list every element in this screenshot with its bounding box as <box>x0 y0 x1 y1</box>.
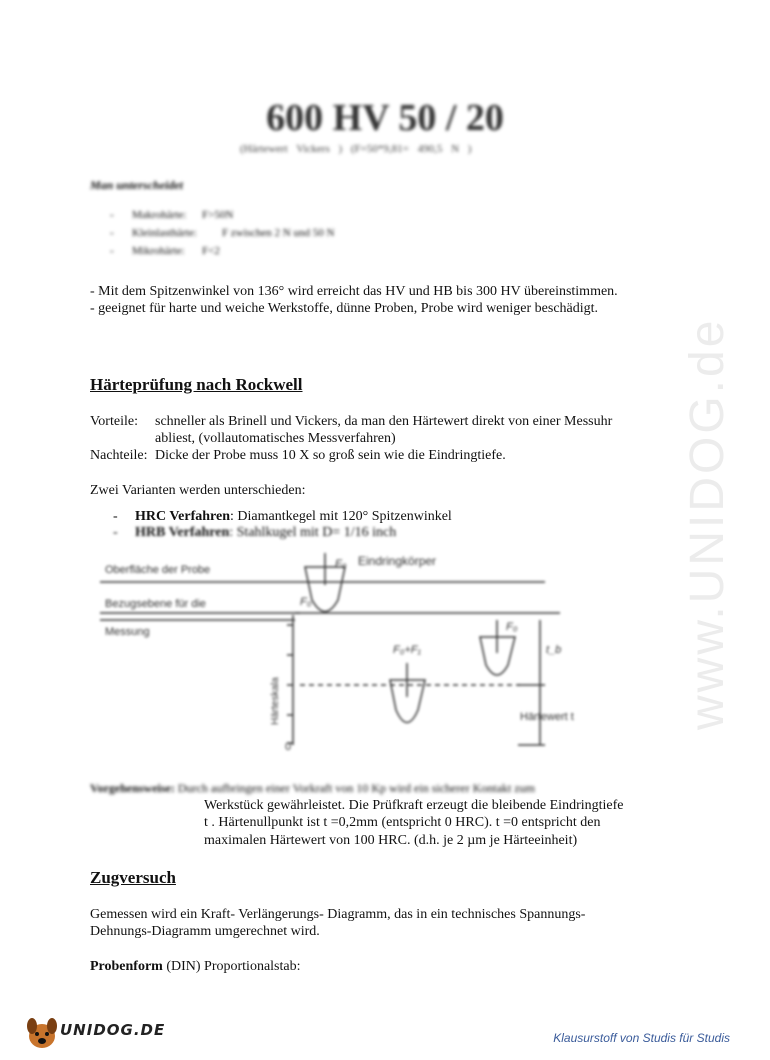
vorgehen-text-1: Durch aufbringen einer Vorkraft von 10 Kp wird ein sicherer Kontakt zum <box>177 781 536 795</box>
hrc-text: : Diamantkegel mit 120° Spitzenwinkel <box>230 509 452 524</box>
hrb-label: HRB Verfahren <box>135 525 230 540</box>
watermark: www.UNIDOG.de <box>681 317 734 730</box>
list-item: - <box>113 509 118 524</box>
zugversuch-line-2: Dehnungs-Diagramm umgerechnet wird. <box>90 924 320 939</box>
diagram-label-reference-1: Bezugsebene für die <box>105 598 206 610</box>
probenform-text: (DIN) Proportionalstab: <box>162 959 301 974</box>
logo-text: UNIDOG.DE <box>60 1021 166 1039</box>
diagram-label-f0-right: F₀ <box>506 621 518 633</box>
diagram-label-f0: F₀ <box>335 558 347 570</box>
vorteile-label: Vorteile: <box>90 414 138 429</box>
diagram-label-zero: 0 <box>285 741 292 753</box>
diagram-label-indenter: Eindringkörper <box>358 554 437 568</box>
vorgehen-line-1 <box>90 780 535 797</box>
probenform-line <box>90 958 301 975</box>
dog-logo-icon <box>22 1012 62 1052</box>
diagram-label-f0-side: F₀ <box>300 596 312 608</box>
nachteile-text: Dicke der Probe muss 10 X so groß sein wie die Eindringtiefe. <box>155 448 506 463</box>
vickers-kinds-list: - Makrohärte: F>50N - Kleinlasthärte: F zwischen 2 N und 50 N - Mikrohärte: F<2 <box>110 209 335 257</box>
zugversuch-line-1: Gemessen wird ein Kraft- Verlängerungs- Diagramm, das in ein technisches Spannungs- <box>90 907 586 922</box>
vorgehen-line-2: Werkstück gewährleistet. Die Prüfkraft erzeugt die bleibende Eindringtiefe <box>204 798 624 813</box>
vorgehen-label: Vorgehensweise: <box>90 781 175 795</box>
diagram-label-surface: Oberfläche der Probe <box>105 564 211 576</box>
vickers-intro: Man unterscheidet <box>90 178 184 192</box>
footer-tagline: Klausurstoff von Studis für Studis <box>553 1031 730 1045</box>
varianten-intro: Zwei Varianten werden unterschieden: <box>90 483 306 498</box>
diagram-label-axis: Härteskala <box>270 677 281 725</box>
probenform-label: Probenform <box>90 959 163 974</box>
page-subtitle: (Härtewert Vickers ) (F=50*9,81= 490,5 N ) <box>240 143 472 155</box>
vorgehen-line-3: t . Härtenullpunkt ist t =0,2mm (entspricht 0 HRC). t =0 entspricht den <box>204 815 601 830</box>
diagram-label-tb: t_b <box>546 644 562 656</box>
vorteile-line-2: abliest, (vollautomatisches Messverfahren) <box>155 431 396 446</box>
hrb-text: : Stahlkugel mit D= 1/16 inch <box>229 525 397 540</box>
hrb-variant <box>135 524 396 541</box>
rockwell-diagram <box>100 545 574 760</box>
hrc-label: HRC Verfahren <box>135 509 231 524</box>
zugversuch-heading: Zugversuch <box>90 868 176 887</box>
diagram-label-reference-2: Messung <box>105 626 150 638</box>
vickers-note-1: - Mit dem Spitzenwinkel von 136° wird erreicht das HV und HB bis 300 HV übereinstimmen. <box>90 284 618 299</box>
nachteile-label: Nachteile: <box>90 448 148 463</box>
vickers-note-2: - geeignet für harte und weiche Werkstoffe, dünne Proben, Probe wird weniger beschädigt. <box>90 301 599 316</box>
diagram-label-hardness: Härtewert t <box>520 711 574 723</box>
rockwell-heading: Härteprüfung nach Rockwell <box>90 375 303 394</box>
diagram-label-f0f1: F₀+F₁ <box>393 644 421 656</box>
list-item: - <box>113 525 118 540</box>
vorgehen-line-4: maximalen Härtewert von 100 HRC. (d.h. je 2 µm je Härteeinheit) <box>204 833 578 848</box>
vorteile-line-1: schneller als Brinell und Vickers, da man den Härtewert direkt von einer Messuhr <box>155 414 613 429</box>
page-title: 600 HV 50 / 20 <box>266 97 504 139</box>
hrc-variant <box>135 508 452 525</box>
